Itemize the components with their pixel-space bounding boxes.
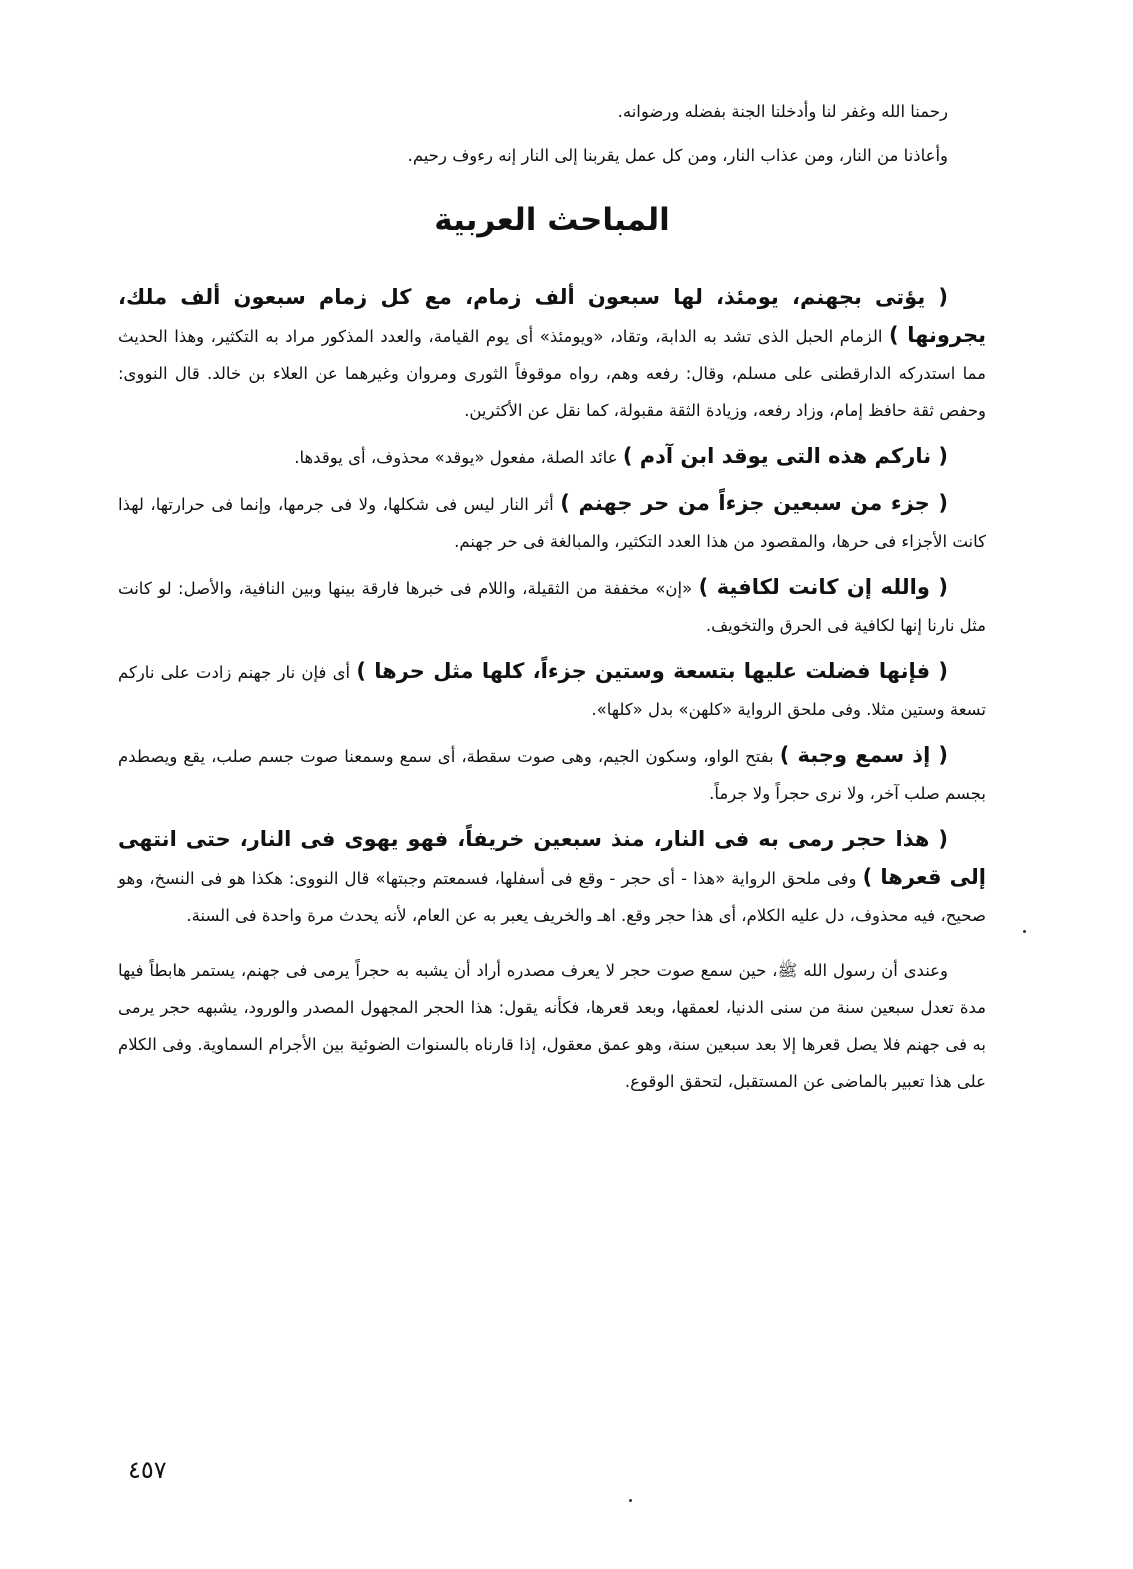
document-page [118, 96, 986, 1100]
entry [118, 821, 986, 934]
entry-quote: ( ناركم هذه التى يوقد ابن آدم ) [622, 444, 948, 469]
entries-list [118, 279, 986, 934]
entry-quote: ( هذا حجر رمى به فى النار، منذ سبعين خريفاً، فهو يهوى فى النار، حتى انتهى إلى قعرها ) [118, 827, 986, 890]
entry-text: عائد الصلة، مفعول «يوقد» محذوف، أى يوقدها. [294, 448, 618, 468]
entry-text: الزمام الحبل الذى تشد به الدابة، وتقاد، «ويومئذ» أى يوم القيامة، والعدد المذكور مراد به التكثير، وهذا الحديث مما استدركه الدارقطنى على مسلم، وقال: رفعه وهم، رواه موقوفاً الثورى ومروان وغيرهما عن العلاء بن خالد. قال النووى: وحفص ثقة حافظ إمام، وزاد رفعه، وزيادة الثقة مقبولة، كما نقل عن الأكثرين. [118, 327, 986, 421]
intro-line: رحمنا الله وغفر لنا وأدخلنا الجنة بفضله ورضوانه. [617, 102, 948, 121]
entry [118, 653, 986, 728]
section-title: المباحث العربية [434, 202, 670, 238]
entry [118, 279, 986, 429]
intro-line: وأعاذنا من النار، ومن عذاب النار، ومن كل عمل يقربنا إلى النار إنه رءوف رحيم. [407, 146, 948, 165]
entry [118, 438, 986, 476]
entry-quote: ( إذ سمع وجبة ) [779, 743, 949, 768]
entry-quote: ( فإنها فضلت عليها بتسعة وستين جزءاً، كلها مثل حرها ) [356, 659, 949, 684]
entry-quote: ( جزء من سبعين جزءاً من حر جهنم ) [560, 491, 949, 516]
scan-speck [629, 1499, 632, 1502]
closing-paragraph: وعندى أن رسول الله ﷺ، حين سمع صوت حجر لا يعرف مصدره أراد أن يشبه به حجراً يرمى فى جهنم، يستمر هابطاً فيها مدة تعدل سبعين سنة من سنى الدنيا، لعمقها، وبعد قعرها، فكأنه يقول: هذا الحجر المجهول المصدر والورود، يشبهه حجر يرمى به فى جهنم فلا يصل قعرها إلا بعد سبعين سنة، وهو عمق معقول، إذا قارناه بالسنوات الضوئية بين الأجرام السماوية. وفى الكلام على هذا تعبير بالماضى عن المستقبل، لتحقق الوقوع. [118, 961, 986, 1092]
entry-text: أثر النار ليس فى شكلها، ولا فى جرمها، وإنما فى حرارتها، لهذا كانت الأجزاء فى حرها، والمقصود من هذا العدد التكثير، والمبالغة فى حر جهنم. [118, 495, 986, 552]
entry-text: «إن» مخففة من الثقيلة، واللام فى خبرها فارقة بينها وبين النافية، والأصل: لو كانت مثل نارنا إنها لكافية فى الحرق والتخويف. [118, 579, 986, 636]
scan-speck [1023, 930, 1026, 933]
entry [118, 485, 986, 560]
entry-quote: ( يؤتى بجهنم، يومئذ، لها سبعون ألف زمام، مع كل زمام سبعون ألف ملك، يجرونها ) [118, 285, 987, 348]
intro-block [118, 96, 948, 172]
entry-text: بفتح الواو، وسكون الجيم، وهى صوت سقطة، أى سمع وسمعنا صوت جسم صلب، يقع ويصطدم بجسم صلب آخر، ولا نرى حجراً ولا جرماً. [118, 747, 986, 804]
entry-text: أى فإن نار جهنم زادت على ناركم تسعة وستين مثلا. وفى ملحق الرواية «كلهن» بدل «كلها». [118, 663, 986, 720]
page-number: ٤٥٧ [128, 1456, 167, 1484]
entry-quote: ( والله إن كانت لكافية ) [698, 575, 948, 600]
entry-text: وفى ملحق الرواية «هذا - أى حجر - وقع فى أسفلها، فسمعتم وجبتها» قال النووى: هكذا هو فى النسخ، وهو صحيح، فيه محذوف، دل عليه الكلام، أى هذا حجر وقع. اهـ والخريف يعبر به عن العام، لأنه يحدث مرة واحدة فى السنة. [118, 869, 986, 926]
entry [118, 737, 986, 812]
entry [118, 569, 986, 644]
